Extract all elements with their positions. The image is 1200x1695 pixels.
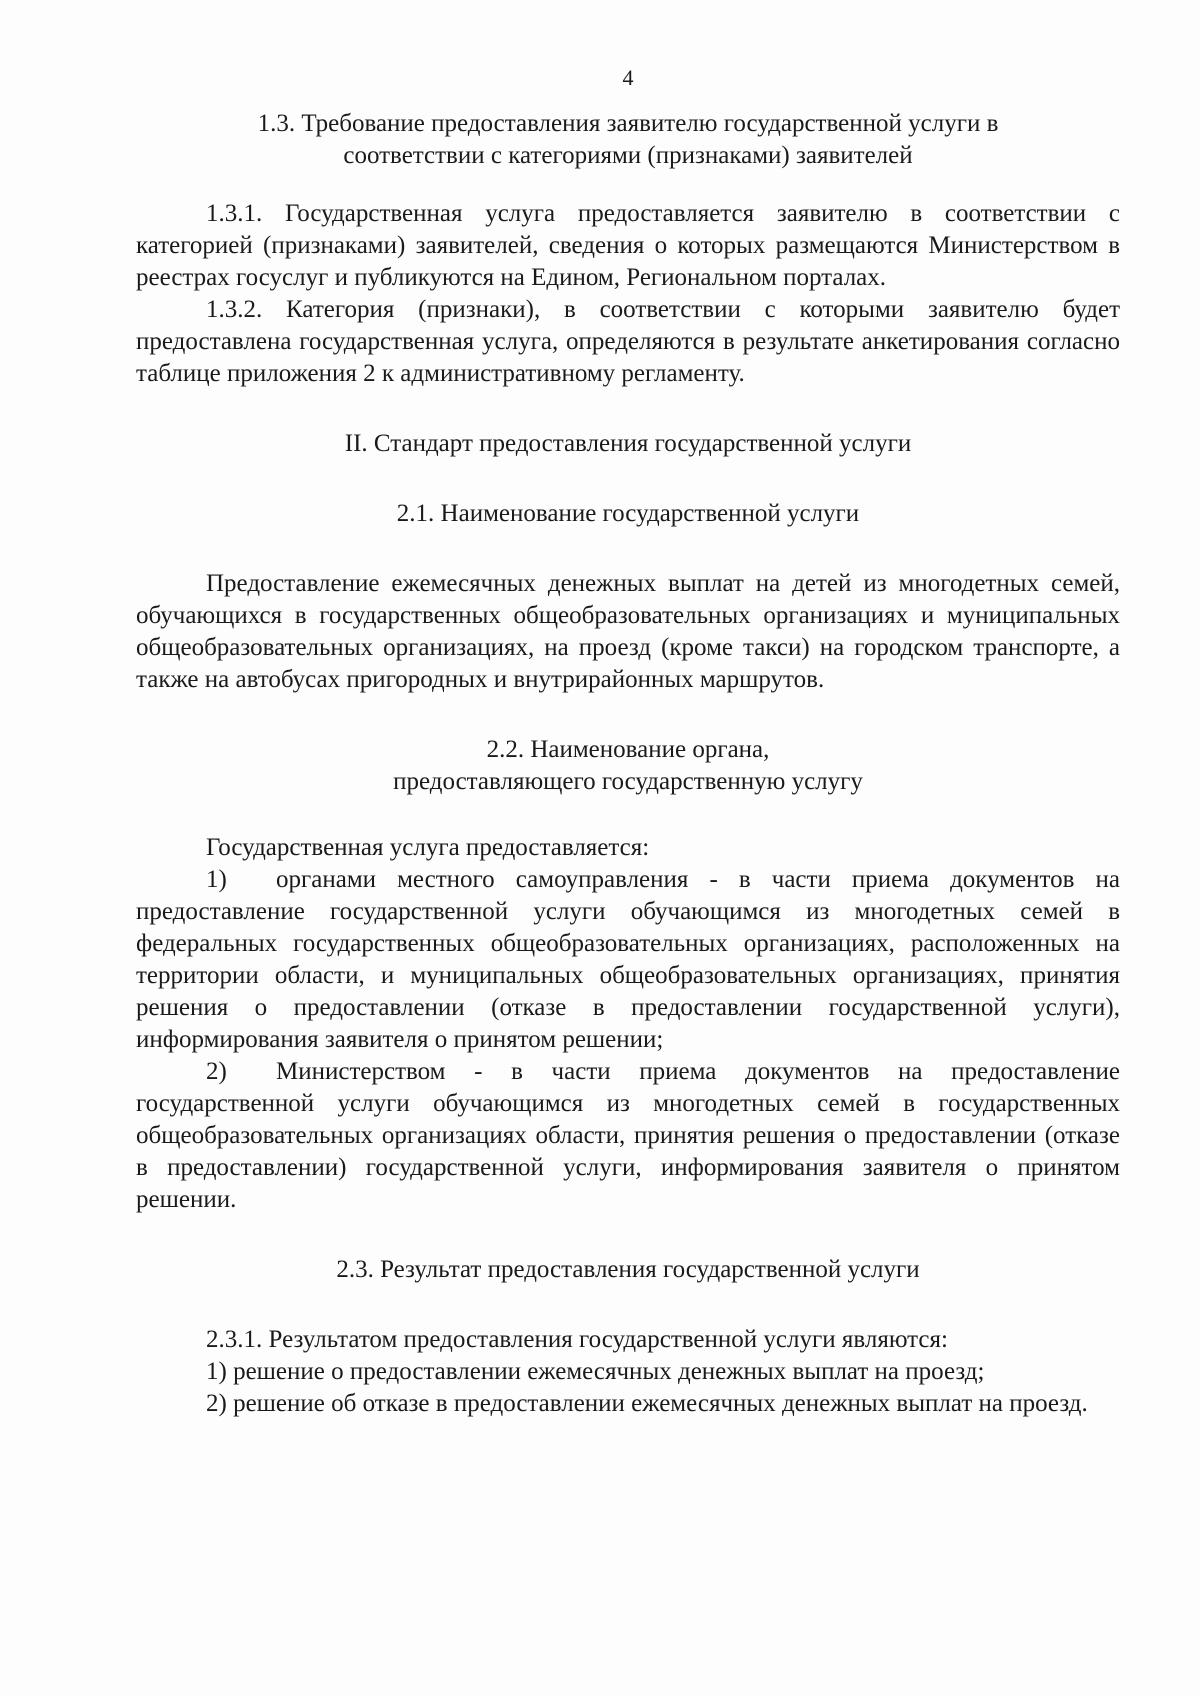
section-2-2-heading-line1: 2.2. Наименование органа, bbox=[486, 736, 770, 763]
paragraph-2-1: Предоставление ежемесячных денежных выплат на детей из многодетных семей, обучающихся в государственных общеобразовательных организациях и муниципальных общеобразовательных организациях, на проезд (кроме такси) на городском транспорте, а также на автобусах пригородных и внутрирайонных маршрутов. bbox=[136, 570, 1120, 693]
paragraph-2-3-1: 2.3.1. Результатом предоставления государственной услуги являются: bbox=[206, 1326, 948, 1353]
section-2-3-heading: 2.3. Результат предоставления государственной услуги bbox=[336, 1256, 920, 1283]
document-body bbox=[136, 62, 1120, 1420]
paragraph-2-2-intro: Государственная услуга предоставляется: bbox=[206, 834, 650, 861]
section-1-3-heading bbox=[136, 108, 1120, 172]
section-2-heading: II. Стандарт предоставления государственной услуги bbox=[344, 430, 912, 457]
list-item-text: органами местного самоуправления - в части приема документов на предоставление государственной услуги обучающимся из многодетных семей в федеральных государственных общеобразовательных организациях, расположенных на территории области, и муниципальных общеобразовательных организациях, принятия решения о предоставлении (отказе в предоставлении государственной услуги), информирования заявителя о принятом решении; bbox=[136, 866, 1120, 1053]
list-item-text: Министерством - в части приема документов на предоставление государственной услуги обучающимся из многодетных семей в государственных общеобразовательных организациях области, принятия решения о предоставлении (отказе в предоставлении) государственной услуги, информирования заявителя о принятом решении. bbox=[136, 1058, 1120, 1213]
section-2-2-heading bbox=[136, 734, 1120, 798]
section-1-3-heading-line1: 1.3. Требование предоставления заявителю государственной услуги в bbox=[257, 110, 999, 137]
section-2-1-heading: 2.1. Наименование государственной услуги bbox=[396, 500, 860, 527]
paragraph-1-3-2: 1.3.2. Категория (признаки), в соответствии с которыми заявителю будет предоставлена государственная услуга, определяются в результате анкетирования согласно таблице приложения 2 к административному регламенту. bbox=[136, 296, 1120, 387]
list-item-2-3-2: 2) решение об отказе в предоставлении ежемесячных денежных выплат на проезд. bbox=[206, 1390, 1088, 1417]
list-item-2-2-2 bbox=[136, 1056, 1120, 1216]
section-2-2-heading-line2: предоставляющего государственную услугу bbox=[393, 768, 863, 795]
page-number: 4 bbox=[622, 65, 634, 90]
list-item-number: 1) bbox=[206, 866, 227, 893]
section-1-3-heading-line2: соответствии с категориями (признаками) заявителей bbox=[343, 142, 913, 169]
list-item-2-2-1 bbox=[136, 864, 1120, 1056]
paragraph-1-3-1: 1.3.1. Государственная услуга предоставляется заявителю в соответствии с категорией (признаками) заявителей, сведения о которых размещаются Министерством в реестрах госуслуг и публикуются на Едином, Региональном порталах. bbox=[136, 200, 1120, 291]
list-item-2-3-1: 1) решение о предоставлении ежемесячных денежных выплат на проезд; bbox=[206, 1358, 985, 1385]
list-item-number: 2) bbox=[206, 1058, 227, 1085]
